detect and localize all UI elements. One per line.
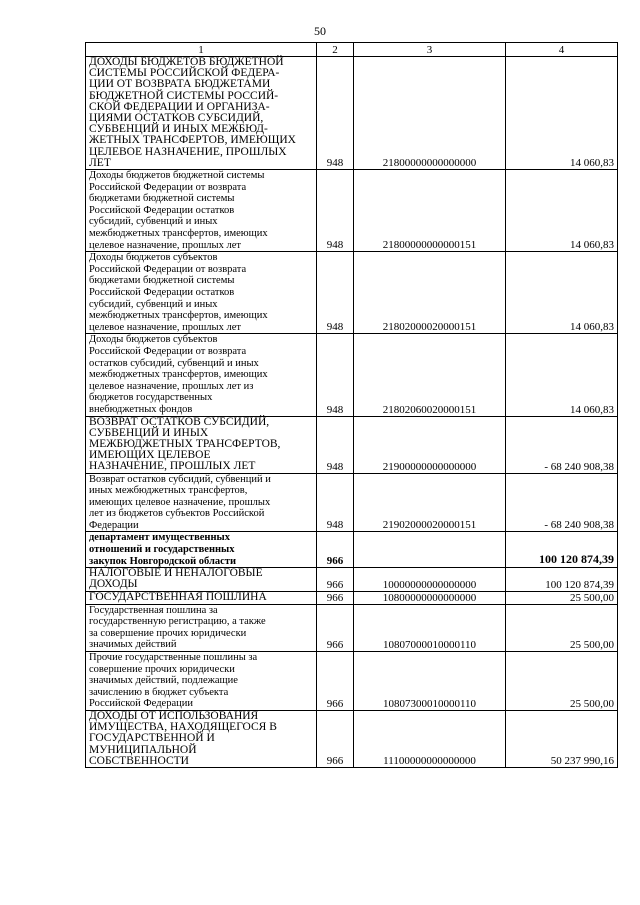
table-header-row	[86, 43, 618, 57]
row-classification-code	[354, 532, 506, 568]
column-header-3: 3	[354, 43, 506, 57]
row-name: Прочие государственные пошлины за совершение прочих юридически значимых действий, подлежащие зачислению в бюджет субъекта Российской Федерации	[86, 652, 317, 711]
row-classification-code: 21900000000000000	[354, 416, 506, 473]
column-header-1: 1	[86, 43, 317, 57]
column-header-2: 2	[317, 43, 354, 57]
table-row	[86, 532, 618, 568]
row-amount: 14 060,83	[506, 252, 618, 334]
row-classification-code: 11100000000000000	[354, 711, 506, 768]
row-amount: 25 500,00	[506, 591, 618, 604]
row-name: НАЛОГОВЫЕ И НЕНАЛОГОВЫЕ ДОХОДЫ	[86, 568, 317, 591]
row-admin-code: 948	[317, 473, 354, 532]
table-row	[86, 334, 618, 416]
row-amount: - 68 240 908,38	[506, 416, 618, 473]
row-admin-code: 948	[317, 416, 354, 473]
row-name: Возврат остатков субсидий, субвенций и иных межбюджетных трансфертов, имеющих целевое назначение, прошлых лет из бюджетов субъектов Российской Федерации	[86, 473, 317, 532]
row-admin-code: 948	[317, 252, 354, 334]
row-name: ДОХОДЫ БЮДЖЕТОВ БЮДЖЕТНОЙ СИСТЕМЫ РОССИЙСКОЙ ФЕДЕРА- ЦИИ ОТ ВОЗВРАТА БЮДЖЕТАМИ БЮДЖЕТНОЙ СИСТЕМЫ РОССИЙ- СКОЙ ФЕДЕРАЦИИ И ОРГАНИЗА- ЦИЯМИ ОСТАТКОВ СУБСИДИЙ, СУБВЕНЦИЙ И ИНЫХ МЕЖБЮД- ЖЕТНЫХ ТРАНСФЕРТОВ, ИМЕЮЩИХ ЦЕЛЕВОЕ НАЗНАЧЕНИЕ, ПРОШЛЫХ ЛЕТ	[86, 57, 317, 170]
column-header-4: 4	[506, 43, 618, 57]
table-row	[86, 57, 618, 170]
row-amount: - 68 240 908,38	[506, 473, 618, 532]
row-admin-code: 966	[317, 652, 354, 711]
table-row	[86, 416, 618, 473]
row-name: департамент имущественных отношений и государственных закупок Новгородской области	[86, 532, 317, 568]
row-name: Государственная пошлина за государственную регистрацию, а также за совершение прочих юридически значимых действий	[86, 604, 317, 651]
row-admin-code: 948	[317, 170, 354, 252]
row-name: Доходы бюджетов субъектов Российской Федерации от возврата бюджетами бюджетной системы Российской Федерации остатков субсидий, субвенций и иных межбюджетных трансфертов, имеющих целевое назначение, прошлых лет	[86, 252, 317, 334]
row-admin-code: 966	[317, 604, 354, 651]
table-row	[86, 591, 618, 604]
revenue-table	[85, 42, 618, 768]
table-row	[86, 568, 618, 591]
row-admin-code: 966	[317, 591, 354, 604]
row-admin-code: 948	[317, 334, 354, 416]
row-amount: 14 060,83	[506, 170, 618, 252]
table-row	[86, 711, 618, 768]
table-row	[86, 170, 618, 252]
page-number: 50	[314, 24, 326, 38]
row-admin-code: 966	[317, 711, 354, 768]
row-name: ДОХОДЫ ОТ ИСПОЛЬЗОВАНИЯ ИМУЩЕСТВА, НАХОДЯЩЕГОСЯ В ГОСУДАРСТВЕННОЙ И МУНИЦИПАЛЬНОЙ СОБСТВЕННОСТИ	[86, 711, 317, 768]
row-amount: 100 120 874,39	[506, 532, 618, 568]
row-classification-code: 21800000000000151	[354, 170, 506, 252]
table-row	[86, 252, 618, 334]
table-row	[86, 604, 618, 651]
row-amount: 14 060,83	[506, 57, 618, 170]
row-amount: 100 120 874,39	[506, 568, 618, 591]
row-amount: 25 500,00	[506, 652, 618, 711]
row-classification-code: 21802060020000151	[354, 334, 506, 416]
row-classification-code: 10000000000000000	[354, 568, 506, 591]
table-row	[86, 652, 618, 711]
row-admin-code: 948	[317, 57, 354, 170]
row-admin-code: 966	[317, 568, 354, 591]
row-classification-code: 10800000000000000	[354, 591, 506, 604]
row-amount: 14 060,83	[506, 334, 618, 416]
row-name: ВОЗВРАТ ОСТАТКОВ СУБСИДИЙ, СУБВЕНЦИЙ И ИНЫХ МЕЖБЮДЖЕТНЫХ ТРАНСФЕРТОВ, ИМЕЮЩИХ ЦЕЛЕВОЕ НАЗНАЧЕНИЕ, ПРОШЛЫХ ЛЕТ	[86, 416, 317, 473]
row-classification-code: 21800000000000000	[354, 57, 506, 170]
row-classification-code: 21902000020000151	[354, 473, 506, 532]
row-classification-code: 10807300010000110	[354, 652, 506, 711]
table-row	[86, 473, 618, 532]
row-classification-code: 21802000020000151	[354, 252, 506, 334]
row-amount: 50 237 990,16	[506, 711, 618, 768]
row-admin-code: 966	[317, 532, 354, 568]
row-name: Доходы бюджетов субъектов Российской Федерации от возврата остатков субсидий, субвенций и иных межбюджетных трансфертов, имеющих целевое назначение, прошлых лет из бюджетов государственных внебюджетных фондов	[86, 334, 317, 416]
row-name: ГОСУДАРСТВЕННАЯ ПОШЛИНА	[86, 591, 317, 604]
row-amount: 25 500,00	[506, 604, 618, 651]
row-name: Доходы бюджетов бюджетной системы Российской Федерации от возврата бюджетами бюджетной системы Российской Федерации остатков субсидий, субвенций и иных межбюджетных трансфертов, имеющих целевое назначение, прошлых лет	[86, 170, 317, 252]
row-classification-code: 10807000010000110	[354, 604, 506, 651]
